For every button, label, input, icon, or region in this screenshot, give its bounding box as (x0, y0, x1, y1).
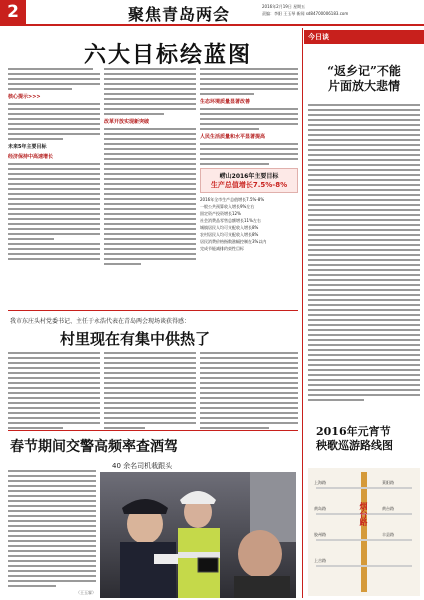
lead-subhead-goals: 未来5年主要目标 (8, 144, 47, 150)
map-street-label: 黄岛路 (314, 506, 326, 511)
goals-box-item: 农村居民人均可支配收入增长8% (200, 232, 259, 237)
lead-subhead-environment: 生态环境质量显著改善 (200, 99, 251, 105)
map-title-line-2: 秧歌巡游路线图 (316, 439, 393, 452)
sidebar-title-line-2: 片面放大悲情 (327, 79, 400, 93)
parade-route-map (308, 468, 420, 596)
lead-headline: 六大目标绘蓝图 (84, 42, 253, 68)
map-title (316, 425, 393, 453)
editors-line: 责编：李阳 王玉琴 新闻 sd84700006183.com (262, 11, 349, 16)
second-story-intro: 我市东庄头村党委书记、主任于永浩代表在青岛两会现场谈获得感： (10, 318, 191, 325)
map-street-label: 上吉路 (314, 558, 326, 563)
lead-subhead-livelihood: 人民生活质量和水平显著提高 (200, 134, 266, 140)
map-street-label: 莱阳路 (382, 480, 394, 485)
third-story-headline: 春节期间交警高频率查酒驾 (10, 439, 178, 455)
goals-box-item: 一般公共预算收入增长9%左右 (200, 204, 255, 209)
sidebar-title-line-1: “返乡记”不能 (327, 64, 401, 78)
map-street-label: 胶州路 (314, 532, 326, 537)
section-title: 聚焦青岛两会 (128, 5, 231, 24)
goals-box-highlight: 生产总值增长7.5%-8% (210, 181, 288, 189)
sidebar-title (318, 64, 410, 94)
second-column-2 (104, 352, 196, 432)
goals-box-item: 社会消费品零售总额增长11%左右 (200, 218, 261, 223)
lead-subhead-growth: 经济保持中高速增长 (8, 154, 54, 160)
lead-subhead-reform: 改革开放实现新突破 (104, 119, 150, 125)
lead-column-2 (104, 68, 196, 268)
goals-box-item: 2016年全市生产总值增长7.5%-8% (200, 197, 265, 202)
map-street-label: 上海路 (314, 480, 326, 485)
second-column-3 (200, 352, 298, 432)
column-divider (302, 28, 303, 598)
sidebar-section-label: 今日谈 (304, 30, 424, 44)
goals-box (200, 168, 298, 193)
lead-subhead-core: 核心提示>>> (8, 94, 41, 100)
map-title-line-1: 2016年元宵节 (316, 425, 391, 438)
map-city-label: 烟台路 (359, 502, 368, 526)
section-divider (8, 430, 298, 431)
second-story-headline: 村里现在有集中供热了 (60, 330, 211, 348)
police-photo-illustration (100, 472, 296, 598)
third-story-subtitle: 40 余名司机栽跟头 (112, 462, 173, 470)
second-column-1 (8, 352, 100, 432)
third-column-1 (8, 470, 96, 596)
lead-column-1 (8, 68, 100, 263)
goals-box-item: 固定资产投资增长12% (200, 211, 241, 216)
map-street-label: 丰县路 (382, 532, 394, 537)
goals-box-item: 居民消费价格指数涨幅控制在3%以内 (200, 239, 267, 244)
goals-box-title: 崂山2016年主要目标 (219, 173, 279, 180)
news-photo (100, 472, 296, 598)
goals-box-item: 完成节能减排约束性目标 (200, 246, 244, 251)
page-number: 2 (0, 0, 26, 24)
goals-box-item: 城镇居民人均可支配收入增长8% (200, 225, 259, 230)
lead-column-3 (200, 68, 298, 252)
sidebar-column (308, 104, 420, 404)
section-divider (8, 310, 298, 311)
map-street-label: 黄台路 (382, 506, 394, 511)
third-story-byline: （王玉霖） (76, 590, 96, 595)
date-line: 2016年2月19日 星期五 (262, 4, 306, 9)
